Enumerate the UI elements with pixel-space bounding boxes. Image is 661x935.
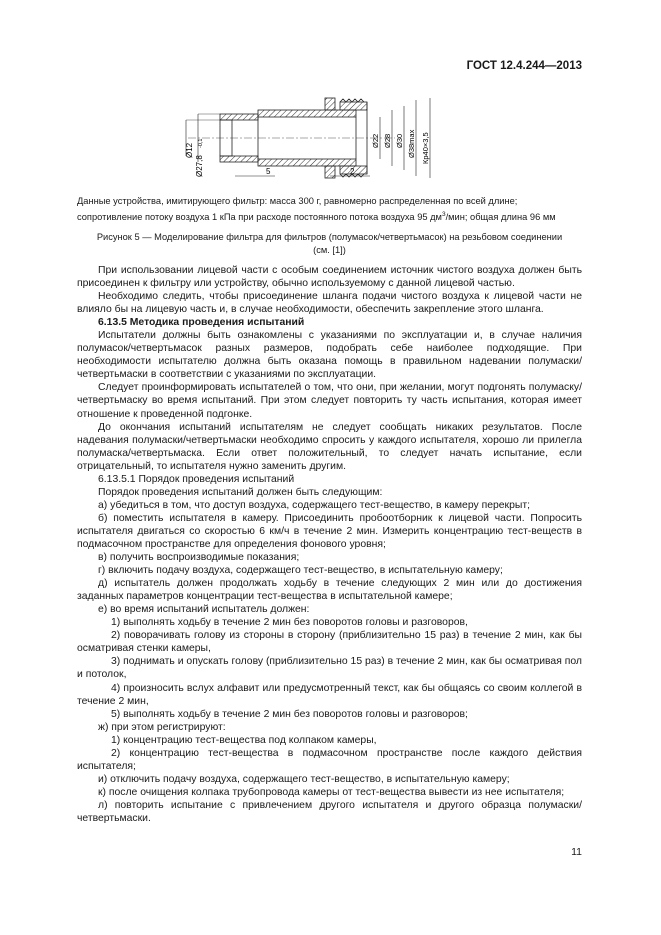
list-item: д) испытатель должен продолжать ходьбу в течение следующих 2 мин или до достижения заданных параметров концентрации тест-вещества в испытательной камере; [77, 578, 582, 603]
dim-d22: Ø22 [371, 133, 380, 148]
sub-list-item: 1) выполнять ходьбу в течение 2 мин без поворотов головы и разговоров, [111, 617, 468, 629]
left-tube-top-wall [220, 114, 258, 120]
figure-caption-line2: (см. [1]) [313, 245, 346, 255]
figure-caption [77, 231, 582, 257]
figure-description-text: Данные устройства, имитирующего фильтр: масса 300 г, равномерно распределенная по всей длине; сопротивление потоку воздуха 1 кПа при расходе постоянного потока воздуха 95 дм [77, 196, 518, 223]
list-item: б) поместить испытателя в камеру. Присоединить пробоотборник к лицевой части. Попросить испытателя двигаться со скоростью 6 км/ч в течение 2 мин. Измерить концентрацию тест-веществ в подмасочном пространстве для определения фонового уровня; [77, 512, 582, 550]
dim-d28: Ø28 [383, 133, 392, 148]
filter-drawing [180, 92, 440, 184]
filter-drawing-svg [180, 92, 440, 184]
section-heading: 6.13.5 Методика проведения испытаний [98, 317, 305, 329]
body-top-wall [258, 110, 356, 117]
sub-list-item: 2) поворачивать голову из стороны в сторону (приблизительно 15 раз) в течение 2 мин, как бы осматривая стенки камеры, [77, 630, 582, 655]
list-item: л) повторить испытание с привлечением другого испытателя и другого образца полумаски/четвертьмаски. [77, 799, 582, 824]
page-number: 11 [571, 846, 582, 858]
dim-thread: Кр40×3,5 [421, 132, 430, 164]
sub-list-item: 3) поднимать и опускать голову (приблизительно 15 раз) в течение 2 мин, как бы осматривая пол и потолок, [77, 656, 582, 681]
list-item: ж) при этом регистрируют: [98, 721, 226, 733]
document-header: ГОСТ 12.4.244—2013 [466, 60, 582, 72]
body-text [77, 264, 582, 825]
paragraph: Порядок проведения испытаний должен быть следующим: [98, 486, 383, 498]
thread-top [340, 99, 364, 102]
left-tube-bottom-wall [220, 156, 258, 162]
figure-description-sup: 3 [441, 211, 446, 218]
figure-description-suffix: /мин; общая длина 96 мм [445, 212, 556, 223]
paragraph: При использовании лицевой части с особым соединением источник чистого воздуха должен быть присоединен к фильтру или устройству, обычно используемому с данной лицевой частью. [77, 265, 582, 290]
list-item: в) получить воспроизводимые показания; [98, 552, 300, 564]
list-item: е) во время испытаний испытатель должен: [98, 604, 310, 616]
list-item: к) после очищения колпака трубопровода камеры от тест-вещества вывести из нее испытателя; [98, 786, 565, 798]
body-bottom-wall [258, 159, 356, 166]
dim-d12: Ø12 [185, 142, 194, 158]
list-item: и) отключить подачу воздуха, содержащего тест-вещество, в испытательную камеру; [98, 773, 510, 785]
flange-top [325, 98, 335, 110]
list-item: а) убедиться в том, что доступ воздуха, содержащего тест-вещество, в камеру перекрыт; [98, 499, 530, 511]
dim-d27: Ø27,8 [195, 155, 204, 177]
sub-list-item: 2) концентрацию тест-вещества в подмасочном пространстве после каждого действия испытателя; [77, 747, 582, 772]
paragraph: Испытатели должны быть ознакомлены с указаниями по эксплуатации и, в случае наличия полумасок/четвертьмасок разных размеров, подобрать себе наиболее подходящие. При необходимости испытателю должна быть оказана помощь в правильном надевании полумаски/четвертьмаски в соответствии с указаниями по эксплуатации. [77, 330, 582, 381]
figure-caption-line1: Рисунок 5 — Моделирование фильтра для фильтров (полумасок/четвертьмасок) на резьбовом соединении [96, 232, 563, 242]
dim-d27-tolerance: -0,1 [198, 138, 204, 148]
paragraph: Следует проинформировать испытателей о том, что они, при желании, могут подгонять полумаску/четвертьмаску во время испытаний. При этом следует повторить ту часть испытания, которая имеет отношение к проведенной подгонке. [77, 382, 582, 420]
sub-list-item: 4) произносить вслух алфавит или предусмотренный текст, как бы общаясь со своим коллегой в течение 2 мин, [77, 682, 582, 707]
figure-description [77, 195, 582, 224]
dim-length-2: 2 [350, 167, 355, 176]
list-item: г) включить подачу воздуха, содержащего тест-вещество, в испытательную камеру; [98, 565, 503, 577]
dim-length-5: 5 [266, 167, 271, 176]
paragraph: До окончания испытаний испытателям не следует сообщать никаких результатов. После надевания полумаски/четвертьмаски необходимо спросить у каждого испытателя, хорошо ли прилегла полумаска/четвертьмаска. Если ответ положительный, то следует начать испытание, если отрицательный, то испытателя нужно заменить другим. [77, 421, 582, 472]
sub-list-item: 1) концентрацию тест-вещества под колпаком камеры, [111, 734, 377, 746]
sub-list-item: 5) выполнять ходьбу в течение 2 мин без поворотов головы и разговоров; [111, 708, 468, 720]
dim-d30: Ø30 [395, 133, 404, 148]
subsection-heading: 6.13.5.1 Порядок проведения испытаний [98, 473, 295, 485]
paragraph: Необходимо следить, чтобы присоединение шланга подачи чистого воздуха к лицевой части не влияло бы на лицевую часть и, в случае необходимости, обеспечить закрепление этого шланга. [77, 291, 582, 316]
dim-d38max: Ø38max [407, 129, 416, 158]
